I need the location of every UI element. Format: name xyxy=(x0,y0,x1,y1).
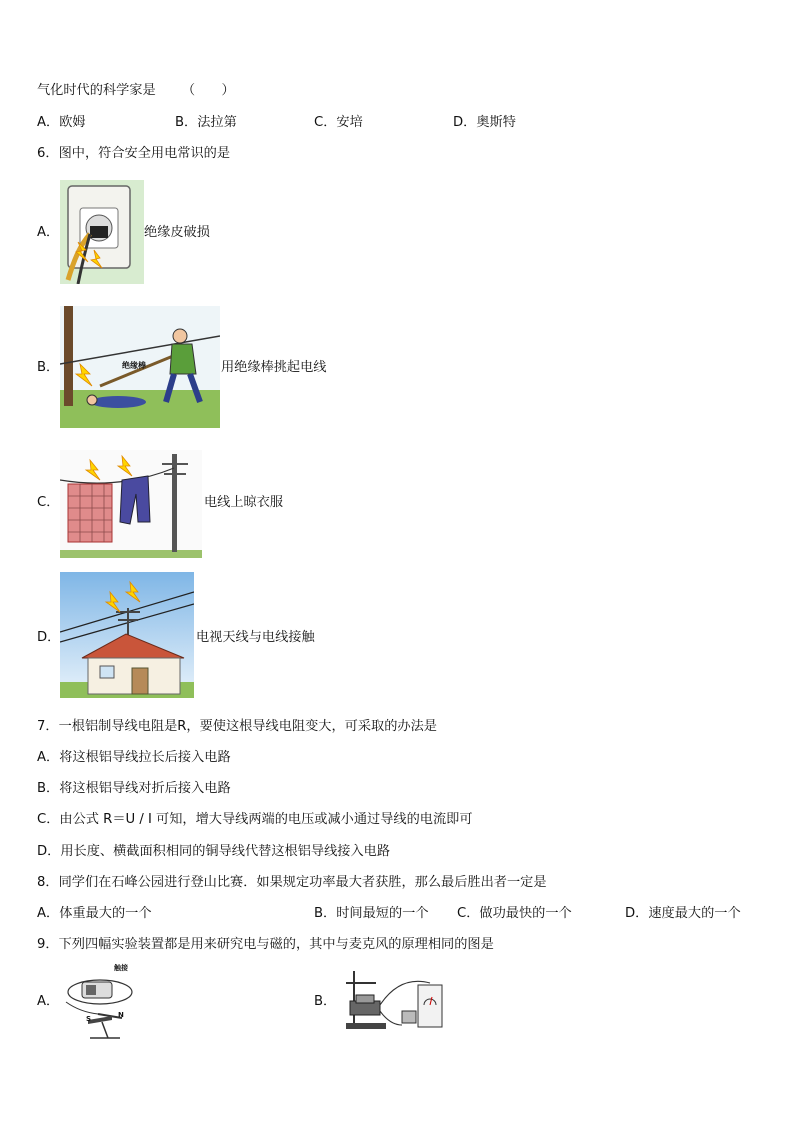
q7-option-b: B．将这根铝导线对折后接入电路 xyxy=(37,781,231,796)
q9-option-a-letter: A． xyxy=(37,994,60,1009)
clothes-on-power-line-illustration xyxy=(60,450,202,558)
q6-option-b-figure xyxy=(60,306,220,428)
oersted-experiment-illustration xyxy=(60,962,142,1042)
q6-option-a-figure xyxy=(60,180,144,284)
q7-stem: 7．一根铝制导线电阻是R，要使这根导线电阻变大，可采取的办法是 xyxy=(37,719,437,734)
q6-option-b-caption: 用绝缘棒挑起电线 xyxy=(221,360,327,375)
q6-option-c-figure xyxy=(60,450,202,558)
q6-option-a-letter: A． xyxy=(37,225,60,240)
q6-option-c-letter: C． xyxy=(37,495,60,510)
q6-option-d-caption: 电视天线与电线接触 xyxy=(196,630,315,645)
q9-option-a-figure xyxy=(60,962,142,1042)
q8-option-d: D．速度最大的一个 xyxy=(625,906,741,921)
q8-option-c: C．做功最快的一个 xyxy=(457,906,572,921)
q6-stem: 6．图中，符合安全用电常识的是 xyxy=(37,146,231,161)
q8-option-b: B．时间最短的一个 xyxy=(314,906,429,921)
tv-antenna-touching-power-line-illustration xyxy=(60,572,194,698)
q8-stem: 8．同学们在石峰公园进行登山比赛．如果规定功率最大者获胜，那么最后胜出者一定是 xyxy=(37,875,547,890)
south-pole-label: S xyxy=(86,1015,92,1023)
q5-option-d: D．奥斯特 xyxy=(453,115,516,130)
q9-option-b-letter: B． xyxy=(314,994,337,1009)
q8-option-a: A．体重最大的一个 xyxy=(37,906,152,921)
q7-option-c: C．由公式 R＝U / I 可知，增大导线两端的电压或减小通过导线的电流即可 xyxy=(37,812,473,827)
north-pole-label: N xyxy=(118,1011,124,1019)
q6-option-b-letter: B． xyxy=(37,360,60,375)
q9-option-b-figure xyxy=(340,965,444,1035)
q5-option-a: A．欧姆 xyxy=(37,115,86,130)
contact-label: 触接 xyxy=(114,964,128,972)
q5-stem-text: 气化时代的科学家是 xyxy=(37,83,156,98)
q7-option-d: D．用长度、横截面积相同的铜导线代替这根铝导线接入电路 xyxy=(37,844,391,859)
q5-option-c: C．安培 xyxy=(314,115,363,130)
q9-stem: 9．下列四幅实验装置都是用来研究电与磁的，其中与麦克风的原理相同的图是 xyxy=(37,937,494,952)
electromagnetic-induction-apparatus-illustration xyxy=(340,965,444,1035)
q5-stem xyxy=(37,82,235,100)
damaged-plug-illustration xyxy=(60,180,144,284)
q5-answer-paren: （ ） xyxy=(181,83,235,98)
q5-option-b: B．法拉第 xyxy=(175,115,237,130)
rod-label: 绝缘棒 xyxy=(122,361,146,370)
q6-option-a-caption: 绝缘皮破损 xyxy=(144,225,210,240)
q6-option-c-caption: 电线上晾衣服 xyxy=(204,495,284,510)
q6-option-d-letter: D． xyxy=(37,630,61,645)
q7-option-a: A．将这根铝导线拉长后接入电路 xyxy=(37,750,231,765)
q6-option-d-figure xyxy=(60,572,194,698)
